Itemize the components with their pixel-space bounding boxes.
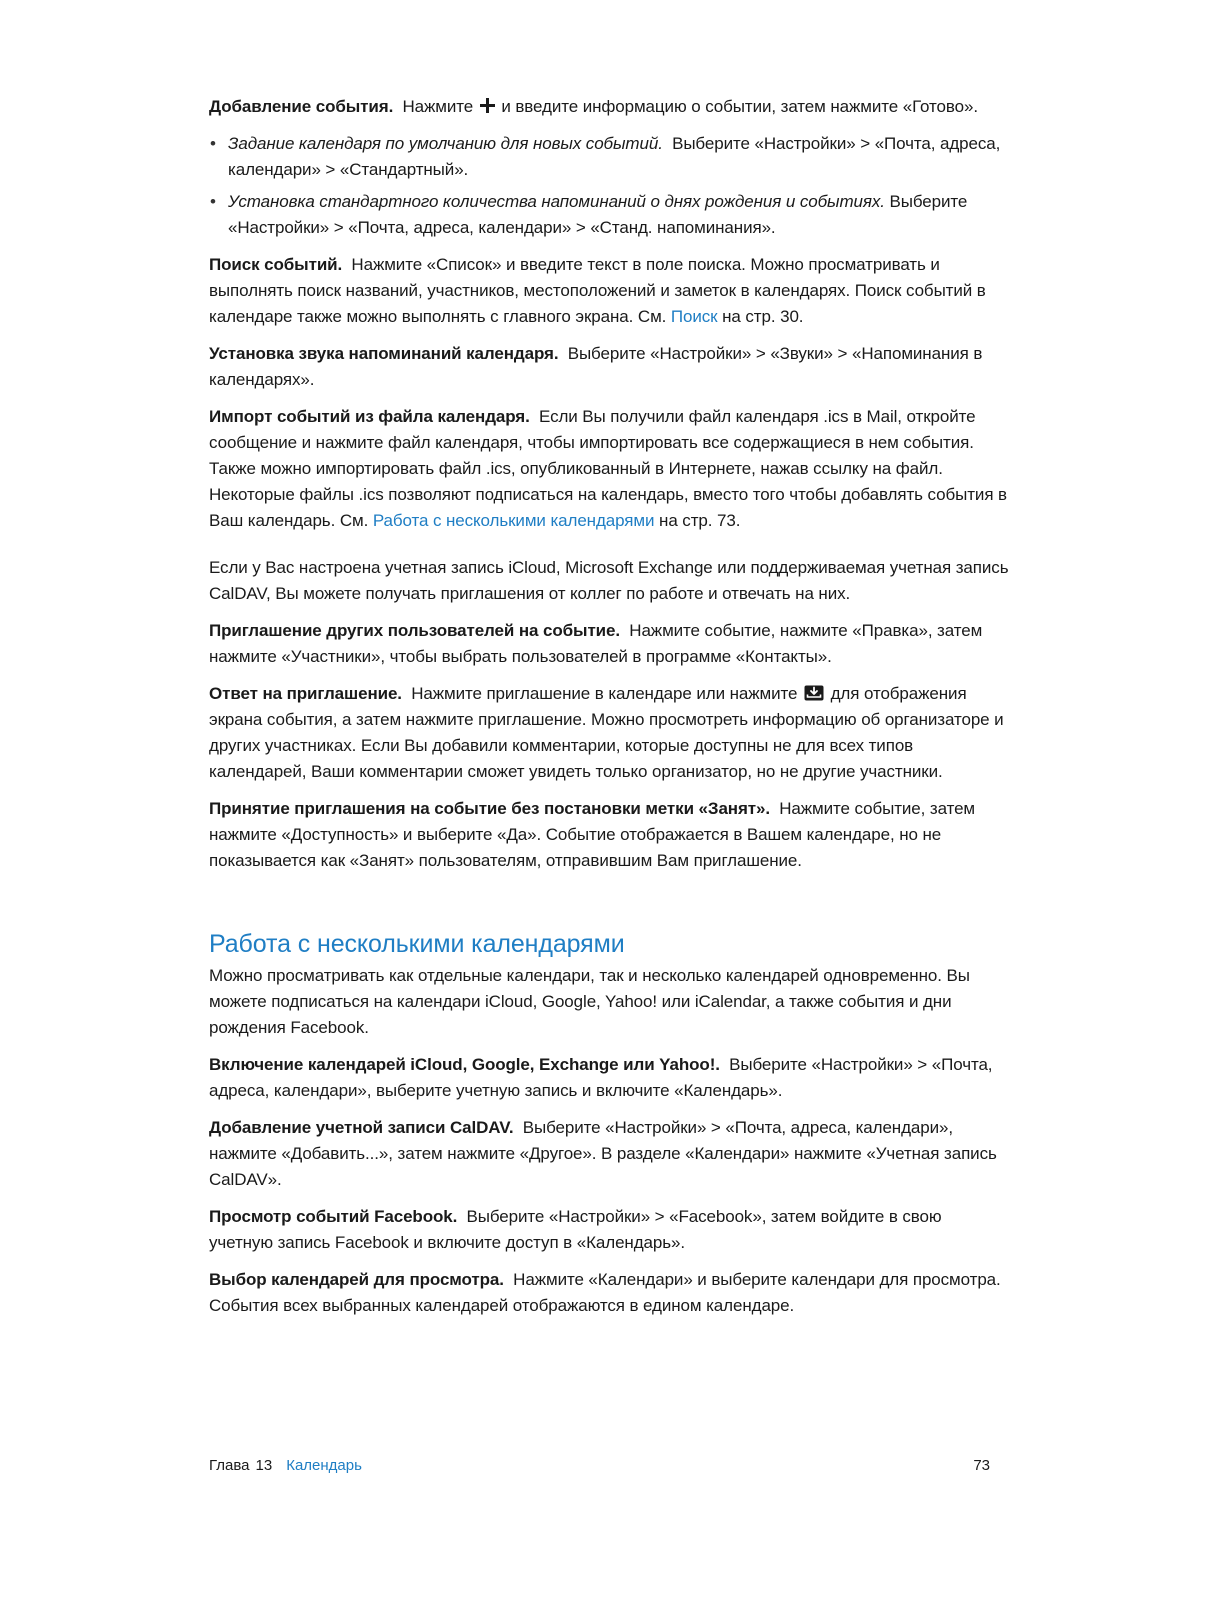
- section-intro-paragraph: Можно просматривать как отдельные календари, так и несколько календарей одновременно. Вы можете подписаться на календари iCloud, Google, Yahoo! или iCalendar, а также события и дни рождения Facebook.: [209, 966, 970, 1037]
- bullet-text: Выберите «Настройки» > «Почта, адреса, календари» > «Стандартный».: [228, 134, 1001, 179]
- search-paragraph: [209, 252, 1009, 330]
- enable-text: Выберите «Настройки» > «Почта, адреса, календари», выберите учетную запись и включите «Календарь».: [209, 1055, 993, 1100]
- page-footer: [209, 1456, 990, 1476]
- search-text-b: на стр. 30.: [722, 307, 804, 326]
- chapter-label: Глава: [209, 1457, 250, 1474]
- invite-text: Нажмите событие, нажмите «Правка», затем нажмите «Участники», чтобы выбрать пользователей в программе «Контакты».: [209, 621, 983, 666]
- reply-text-b: для отображения экрана события, а затем нажмите приглашение. Можно просмотреть информацию об организаторе и других участниках. Если Вы добавили комментарии, которые доступны не для всех типов календарей, Ваши комментарии сможет увидеть только организатор, но не другие участники.: [209, 684, 1004, 781]
- accept-text: Нажмите событие, затем нажмите «Доступность» и выберите «Да». Событие отображается в Вашем календаре, но не показывается как «Занят» пользователям, отправившим Вам приглашение.: [209, 799, 976, 870]
- enable-title: Включение календарей iCloud, Google, Exchange или Yahoo!.: [209, 1055, 720, 1074]
- import-text-b: на стр. 73.: [659, 511, 741, 530]
- page-number: 73: [973, 1457, 990, 1474]
- accept-paragraph: [209, 796, 1009, 874]
- alert-sound-text: Выберите «Настройки» > «Звуки» > «Напоминания в календарях».: [209, 344, 983, 389]
- add-event-text-b: и введите информацию о событии, затем нажмите «Готово».: [501, 97, 978, 116]
- list-item: [209, 131, 1009, 183]
- chapter-name-link[interactable]: Календарь: [286, 1457, 362, 1474]
- import-text-a: Если Вы получили файл календаря .ics в Mail, откройте сообщение и нажмите файл календаря, чтобы импортировать все содержащиеся в нем события. Также можно импортировать файл .ics, опубликованный в Интернете, нажав ссылку на файл. Некоторые файлы .ics позволяют подписаться на календарь, вместо того чтобы добавлять события в Ваш календарь. См.: [209, 407, 1007, 530]
- alert-sound-title: Установка звука напоминаний календаря.: [209, 344, 559, 363]
- bullet-italic: Задание календаря по умолчанию для новых событий.: [228, 134, 663, 153]
- import-paragraph: [209, 404, 1009, 534]
- multiple-calendars-link[interactable]: Работа с несколькими календарями: [372, 511, 655, 530]
- alert-sound-paragraph: [209, 341, 1009, 393]
- facebook-paragraph: [209, 1204, 1009, 1256]
- caldav-paragraph: [209, 1115, 1009, 1193]
- page-content: [209, 94, 1009, 1330]
- footer-chapter: [209, 1456, 362, 1476]
- chapter-number: 13: [255, 1457, 273, 1474]
- add-event-title: Добавление события.: [209, 97, 394, 116]
- bullet-text: Выберите «Настройки» > «Почта, адреса, календари» > «Станд. напоминания».: [228, 192, 968, 237]
- spacer: [209, 545, 1009, 555]
- import-title: Импорт событий из файла календаря.: [209, 407, 530, 426]
- inbox-icon: [804, 685, 824, 701]
- icloud-intro-paragraph: Если у Вас настроена учетная запись iCloud, Microsoft Exchange или поддерживаемая учетная запись CalDAV, Вы можете получать приглашения от коллег по работе и отвечать на них.: [209, 558, 1009, 603]
- add-event-paragraph: [209, 94, 1009, 120]
- invite-title: Приглашение других пользователей на событие.: [209, 621, 621, 640]
- facebook-text: Выберите «Настройки» > «Facebook», затем войдите в свою учетную запись Facebook и включите доступ в «Календарь».: [209, 1207, 942, 1252]
- search-title: Поиск событий.: [209, 255, 343, 274]
- caldav-title: Добавление учетной записи CalDAV.: [209, 1118, 514, 1137]
- bullet-italic: Установка стандартного количества напоминаний о днях рождения и событиях.: [228, 192, 885, 211]
- list-item: [209, 189, 1009, 241]
- bullet-list: [209, 131, 1009, 241]
- reply-text-a: Нажмите приглашение в календаре или нажмите: [411, 684, 798, 703]
- accept-title: Принятие приглашения на событие без постановки метки «Занят».: [209, 799, 770, 818]
- facebook-title: Просмотр событий Facebook.: [209, 1207, 458, 1226]
- plus-icon: [480, 98, 495, 113]
- select-text: Нажмите «Календари» и выберите календари для просмотра. События всех выбранных календарей отображаются в едином календаре.: [209, 1270, 1001, 1315]
- caldav-text: Выберите «Настройки» > «Почта, адреса, календари», нажмите «Добавить...», затем нажмите «Другое». В разделе «Календари» нажмите «Учетная запись CalDAV».: [209, 1118, 997, 1189]
- section-heading: Работа с несколькими календарями: [209, 930, 625, 958]
- select-paragraph: [209, 1267, 1009, 1319]
- add-event-text-a: Нажмите: [402, 97, 474, 116]
- reply-paragraph: [209, 681, 1009, 785]
- reply-title: Ответ на приглашение.: [209, 684, 402, 703]
- search-link[interactable]: Поиск: [670, 307, 718, 326]
- enable-paragraph: [209, 1052, 1009, 1104]
- invite-paragraph: [209, 618, 1009, 670]
- search-text-a: Нажмите «Список» и введите текст в поле поиска. Можно просматривать и выполнять поиск названий, участников, местоположений и заметок в календарях. Поиск событий в календаре также можно выполнять с главного экрана. См.: [209, 255, 986, 326]
- select-title: Выбор календарей для просмотра.: [209, 1270, 504, 1289]
